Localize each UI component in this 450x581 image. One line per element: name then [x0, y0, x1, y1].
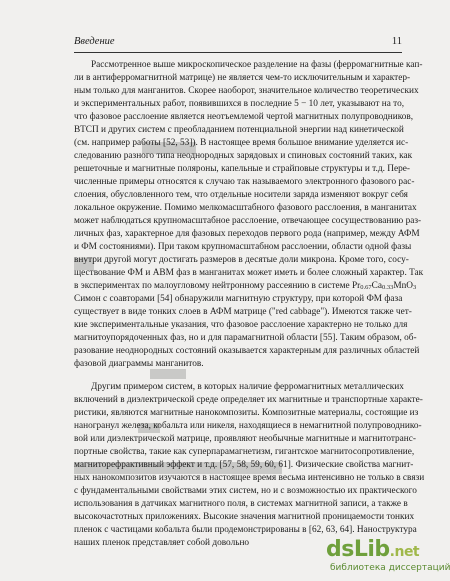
text-line: с фундаментальными свойствами этих систем, но и с возможностью их практического: [74, 486, 417, 496]
text-line: следованию разного типа неоднородных зарядовых и спиновых состояний таких, как: [74, 151, 413, 161]
header-rule: [74, 52, 402, 53]
watermark-logo-tld: .net: [389, 544, 420, 560]
formula-sub-ca: 0.33: [381, 284, 394, 291]
text-line: ным только для манганитов. Скорее наоборот, значительное количество теоретических: [74, 86, 419, 96]
text-line: включений в диэлектрической среде определяет их магнитные и транспортные характе-: [74, 395, 423, 405]
text-line: Другим примером систем, в которых наличие ферромагнитных металлических: [91, 382, 404, 392]
text-line: внутри другой могут достигать размеров в десятые доли микрона. Кроме того, сосу-: [74, 255, 409, 265]
text-line: и экспериментальных работ, появившихся в последние 5 − 10 лет, указывают на то,: [74, 99, 405, 109]
text-line: может наблюдаться крупномасштабное расслоение, отвечающее сосуществованию раз-: [74, 216, 422, 226]
text-line: магниторефрактивный эффект и т.д. [57, 58, 59, 60, 61]. Физические свойства магнит-: [74, 460, 414, 470]
formula-ca: Ca: [371, 281, 382, 291]
text-line: численные примеры относятся к случаю так называемого электронного фазового рас-: [74, 177, 415, 187]
text-line: пленок с частицами кобальта были продемонстрированы в [62, 63, 64]. Наноструктура: [74, 525, 417, 535]
text-line: разование неоднородных состояний оказывается характерным для различных областей: [74, 346, 420, 356]
text-line: портные свойства, такие как суперпарамагнетизм, гигантское магнитосопротивление,: [74, 447, 415, 457]
text-line: вой или диэлектрической матрице, проявляют необычные магнитные и магнитотранс-: [74, 434, 416, 444]
text-line: и ФМ состояниями). При таком крупномасштабном расслоении, области одной фазы: [74, 242, 412, 252]
text-line: Симон с соавторами [54] обнаружили магнитную структуру, при которой ФМ фаза: [74, 294, 403, 304]
text-line: что фазовое расслоение является неотъемлемой чертой магнитных полупроводников,: [74, 112, 414, 122]
text-line: ществование ФМ и АВМ фаз в манганитах может иметь и более сложный характер. Так: [74, 268, 424, 278]
text-line: в экспериментах по малоугловому нейтронному рассеянию в системе Pr: [74, 281, 361, 291]
text-line: личных фаз, характерное для фазовых переходов первого рода (например, между АФМ: [74, 229, 420, 239]
text-line: ВТСП и других систем с преобладанием потенциальной энергии над кинетической: [74, 125, 404, 135]
page-number: 11: [391, 36, 402, 47]
text-line: наногранул железа, кобальта или никеля, находящиеся в немагнитной полупроводнико-: [74, 421, 422, 431]
formula-sub-pr: 0.67: [360, 284, 372, 291]
text-line: решеточные и магнитные поляроны, капельные и страйповые структуры и т.д. Пере-: [74, 164, 410, 174]
text-line: ристики, являются магнитные нанокомпозиты. Композитные материалы, состоящие из: [74, 408, 419, 418]
watermark-logo: [326, 537, 419, 562]
watermark-logo-main: dsLib: [326, 537, 390, 562]
text-line: магнитоупорядоченных фаз, но и для парамагнитной области [55]. Таким образом, об-: [74, 333, 417, 343]
text-line: существует в виде тонких слоев в АФМ матрице ("red cabbage"). Имеются также чет-: [74, 307, 412, 317]
text-line: слоения, обусловленного тем, что отдельные носители заряда изменяют вокруг себя: [74, 190, 408, 200]
text-line: локальное окружение. Помимо мелкомасштабного фазового расслоения, в манганитах: [74, 203, 417, 213]
page-header: [74, 36, 402, 50]
watermark-subtitle: библиотека диссертаций: [330, 563, 450, 573]
text-line: использования в датчиках магнитного поля, в системах магнитной записи, а также в: [74, 499, 408, 509]
text-line-formula: [74, 280, 417, 293]
formula-sub-o: 3: [412, 284, 417, 291]
text-line: ли в антиферромагнитной матрице) не является чем-то исключительным и характер-: [74, 73, 411, 83]
text-line: Рассмотренное выше микроскопическое разделение на фазы (ферромагнитные кап-: [91, 60, 423, 70]
chapter-title: Введение: [74, 36, 115, 47]
text-line: ных нанокомпозитов изучаются в настоящее время весьма интенсивно не только в связи: [74, 473, 425, 483]
text-line: наших пленок представляет собой довольно: [74, 538, 250, 548]
text-line: высокочастотных приложениях. Высокие значения магнитной проницаемости тонких: [74, 512, 415, 522]
text-line: (см. например работы [52, 53]). В настоящее время большое внимание уделяется ис-: [74, 138, 409, 148]
formula-tail: MnO: [393, 281, 413, 291]
watermark: [326, 537, 450, 581]
text-line: фазовой диаграммы манганитов.: [74, 359, 204, 369]
text-line: кие экспериментальные указания, что фазовое расслоение характерно не только для: [74, 320, 408, 330]
